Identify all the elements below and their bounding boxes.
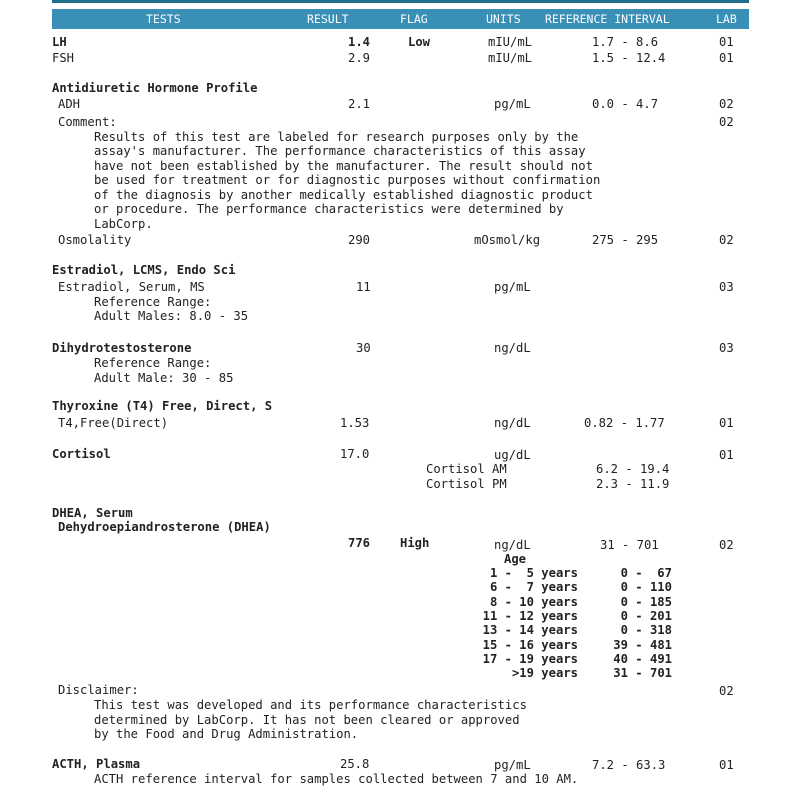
disclaimer-label: Disclaimer:: [58, 683, 139, 697]
comment-line: assay's manufacturer. The performance characteristics of this assay: [94, 144, 586, 158]
header-flag: FLAG: [400, 12, 428, 26]
lab-code: 03: [719, 280, 734, 294]
units: ng/dL: [494, 341, 531, 355]
lab-code: 03: [719, 341, 734, 355]
age-range: 15 - 16 years: [482, 637, 578, 652]
lab-code: 01: [719, 758, 734, 772]
units: pg/mL: [494, 758, 531, 772]
age-range: 17 - 19 years: [482, 651, 578, 666]
test-group-title: DHEA, Serum: [52, 506, 133, 520]
comment-line: LabCorp.: [94, 216, 153, 231]
test-name: LH: [52, 35, 67, 49]
units: pg/mL: [494, 97, 531, 111]
flag-low: Low: [408, 35, 431, 49]
comment-line: of the diagnosis by another medically established diagnostic product: [94, 187, 593, 202]
result-value: 25.8: [340, 757, 370, 771]
disclaimer-line: This test was developed and its performance characteristics: [94, 698, 527, 712]
result-value: 2.9: [348, 51, 371, 65]
reference-interval: 31 - 701: [600, 538, 659, 552]
age-reference: 0 - 318: [620, 623, 672, 638]
lab-code: 02: [719, 233, 734, 247]
lab-code: 01: [719, 416, 734, 430]
header-units: UNITS: [486, 12, 521, 26]
flag-high: High: [400, 536, 430, 550]
reference-range-label: Reference Range:: [94, 294, 212, 309]
lab-code: 02: [719, 684, 734, 698]
age-reference: 39 - 481: [613, 637, 672, 652]
cortisol-pm-ref: 2.3 - 11.9: [596, 477, 670, 491]
test-name: ADH: [58, 97, 81, 111]
age-range: 6 - 7 years: [489, 580, 578, 595]
test-name: ACTH, Plasma: [52, 757, 141, 771]
header-tests: TESTS: [146, 12, 181, 26]
age-reference: 0 - 67: [620, 566, 672, 580]
units: ng/dL: [494, 538, 531, 552]
cortisol-pm-label: Cortisol PM: [426, 477, 507, 491]
units: ng/dL: [494, 416, 531, 430]
comment-line: have not been established by the manufacturer. The result should not: [94, 158, 593, 173]
reference-range-label: Reference Range:: [94, 356, 212, 370]
lab-code: 01: [719, 448, 734, 462]
age-reference: 0 - 185: [620, 594, 672, 609]
comment-line: or procedure. The performance characteristics were determined by: [94, 202, 564, 216]
comment-line: be used for treatment or for diagnostic purposes without confirmation: [94, 173, 601, 187]
test-name: T4,Free(Direct): [58, 416, 169, 430]
lab-code: 01: [719, 51, 734, 65]
test-name: Dihydrotestosterone: [52, 341, 192, 355]
cortisol-am-ref: 6.2 - 19.4: [596, 462, 670, 476]
age-label: Age: [504, 552, 527, 566]
test-name: Cortisol: [52, 447, 111, 461]
age-reference: 0 - 110: [620, 580, 672, 595]
header-top-rule: [52, 0, 749, 3]
header-reference-interval: REFERENCE INTERVAL: [545, 12, 670, 26]
age-reference: 0 - 201: [620, 608, 672, 623]
comment-line: Results of this test are labeled for research purposes only by the: [94, 129, 579, 144]
age-range: 8 - 10 years: [489, 594, 578, 609]
test-name: FSH: [52, 51, 75, 65]
reference-interval: 0.82 - 1.77: [584, 416, 665, 430]
result-value: 1.53: [340, 416, 370, 430]
result-value: 776: [348, 536, 371, 550]
result-value: 11: [356, 280, 371, 294]
age-range: 11 - 12 years: [482, 608, 578, 623]
result-value: 1.4: [348, 35, 371, 49]
test-group-title: Estradiol, LCMS, Endo Sci: [52, 263, 236, 277]
reference-interval: 1.7 - 8.6: [592, 35, 659, 49]
age-range: >19 years: [511, 666, 578, 681]
units: ug/dL: [494, 448, 531, 462]
reference-interval: 7.2 - 63.3: [592, 758, 666, 772]
lab-code: 02: [719, 538, 734, 552]
reference-interval: 275 - 295: [592, 233, 659, 247]
age-reference: 31 - 701: [613, 666, 672, 681]
result-value: 290: [348, 233, 371, 247]
header-result: RESULT: [307, 12, 349, 26]
test-name: Estradiol, Serum, MS: [58, 280, 205, 294]
units: mIU/mL: [488, 51, 533, 65]
reference-interval: 0.0 - 4.7: [592, 97, 659, 111]
test-group-subtitle: Dehydroepiandrosterone (DHEA): [58, 520, 271, 534]
units: mOsmol/kg: [474, 233, 541, 247]
acth-note: ACTH reference interval for samples collected between 7 and 10 AM.: [94, 772, 579, 786]
disclaimer-line: determined by LabCorp. It has not been cleared or approved: [94, 712, 520, 727]
test-group-title: Thyroxine (T4) Free, Direct, S: [52, 399, 273, 413]
units: mIU/mL: [488, 35, 533, 49]
disclaimer-line: by the Food and Drug Administration.: [94, 727, 359, 741]
lab-code: 01: [719, 35, 734, 49]
age-range: 13 - 14 years: [482, 623, 578, 638]
reference-interval: 1.5 - 12.4: [592, 51, 666, 65]
cortisol-am-label: Cortisol AM: [426, 462, 507, 476]
test-name: Osmolality: [58, 233, 132, 247]
units: pg/mL: [494, 280, 531, 294]
result-value: 17.0: [340, 447, 370, 461]
reference-range-value: Adult Males: 8.0 - 35: [94, 309, 249, 323]
header-lab: LAB: [716, 12, 737, 26]
test-group-title: Antidiuretic Hormone Profile: [52, 81, 258, 95]
comment-label: Comment:: [58, 115, 117, 129]
age-reference: 40 - 491: [613, 651, 672, 666]
age-range: 1 - 5 years: [489, 566, 578, 580]
result-value: 30: [356, 341, 371, 355]
lab-code: 02: [719, 115, 734, 129]
result-value: 2.1: [348, 97, 371, 111]
reference-range-value: Adult Male: 30 - 85: [94, 371, 234, 385]
lab-code: 02: [719, 97, 734, 111]
